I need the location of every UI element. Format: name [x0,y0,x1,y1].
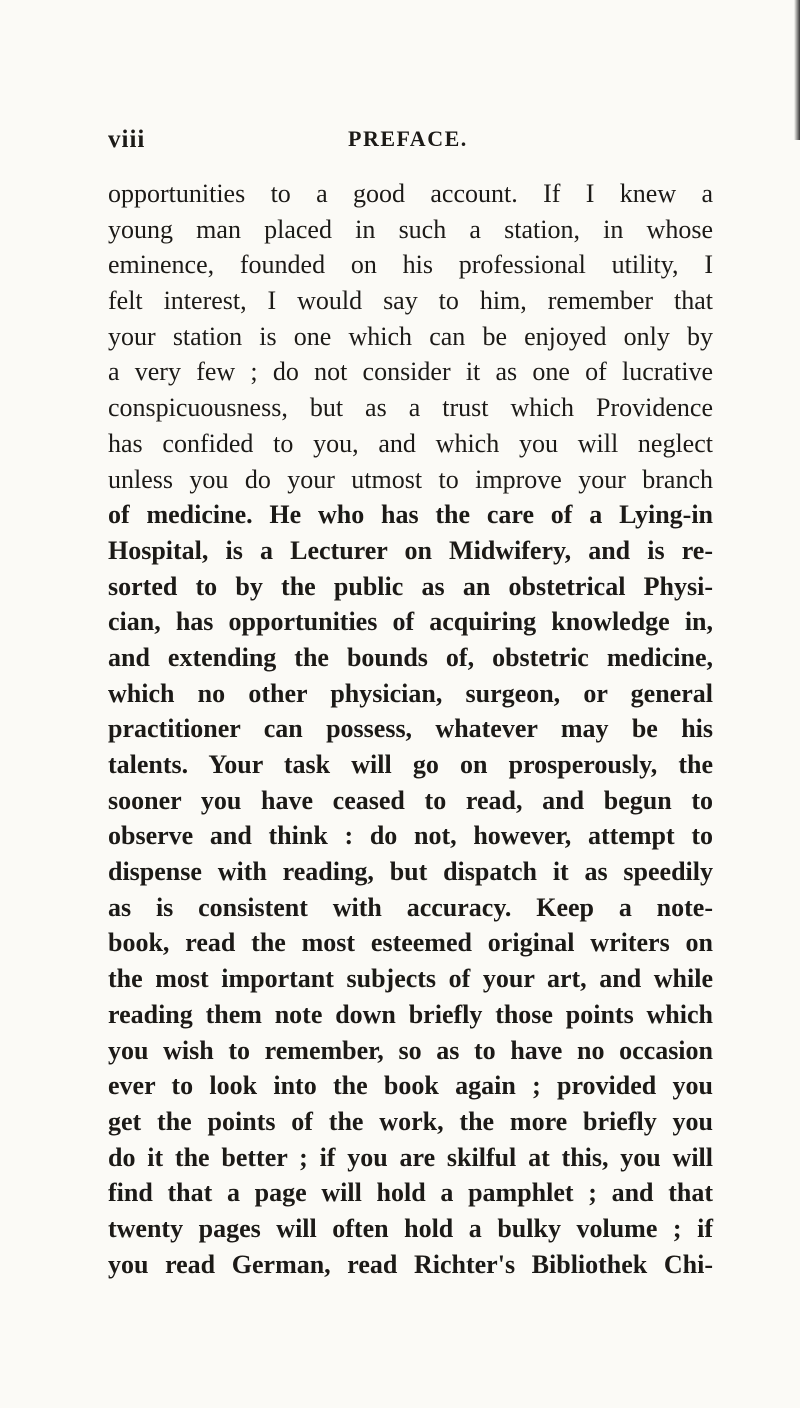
text-line: observe and think : do not, however, attempt to [108,821,713,851]
text-line: the most important subjects of your art, and while [108,964,713,994]
text-line: ever to look into the book again ; provided you [108,1071,713,1101]
text-line: book, read the most esteemed original writers on [108,928,713,958]
text-line: talents. Your task will go on prosperously, the [108,750,713,779]
text-line: your station is one which can be enjoyed only by [108,321,713,351]
text-line: find that a page will hold a pamphlet ; and that [108,1178,713,1208]
text-line: twenty pages will often hold a bulky volume ; if [108,1213,713,1243]
text-line: sooner you have ceased to read, and begun to [108,785,713,815]
text-line: which no other physician, surgeon, or general [108,678,713,708]
text-line: get the points of the work, the more briefly you [108,1106,713,1136]
page-edge-shadow [794,0,800,140]
text-line: a very few ; do not consider it as one of lucrative [108,357,713,387]
text-line: conspicuousness, but as a trust which Providence [108,393,713,423]
text-line: of medicine. He who has the care of a Lying-in [108,500,713,530]
text-line: young man placed in such a station, in whose [108,214,713,244]
text-line: sorted to by the public as an obstetrical Physi- [108,571,713,601]
section-title: PREFACE. [348,126,468,151]
page-number: viii [108,126,146,153]
text-line: eminence, founded on his professional utility, I [108,250,713,280]
text-line: Hospital, is a Lecturer on Midwifery, and is re- [108,535,713,565]
text-line: reading them note down briefly those points which [108,999,713,1029]
text-line: as is consistent with accuracy. Keep a note- [108,892,713,922]
text-line: you wish to remember, so as to have no occasion [108,1035,713,1065]
body-text [108,176,713,1282]
text-line: cian, has opportunities of acquiring knowledge in, [108,607,713,637]
text-line: dispense with reading, but dispatch it as speedily [108,857,713,887]
text-line: unless you do your utmost to improve your branch [108,464,713,494]
text-line: and extending the bounds of, obstetric medicine, [108,642,713,672]
text-line: you read German, read Richter's Bibliothek Chi- [108,1249,713,1279]
text-line: do it the better ; if you are skilful at this, you will [108,1142,713,1172]
text-line: felt interest, I would say to him, remember that [108,286,713,316]
text-line: practitioner can possess, whatever may be his [108,714,713,744]
text-line: has confided to you, and which you will neglect [108,428,713,458]
running-head [108,126,708,160]
text-line: opportunities to a good account. If I knew a [108,179,713,208]
